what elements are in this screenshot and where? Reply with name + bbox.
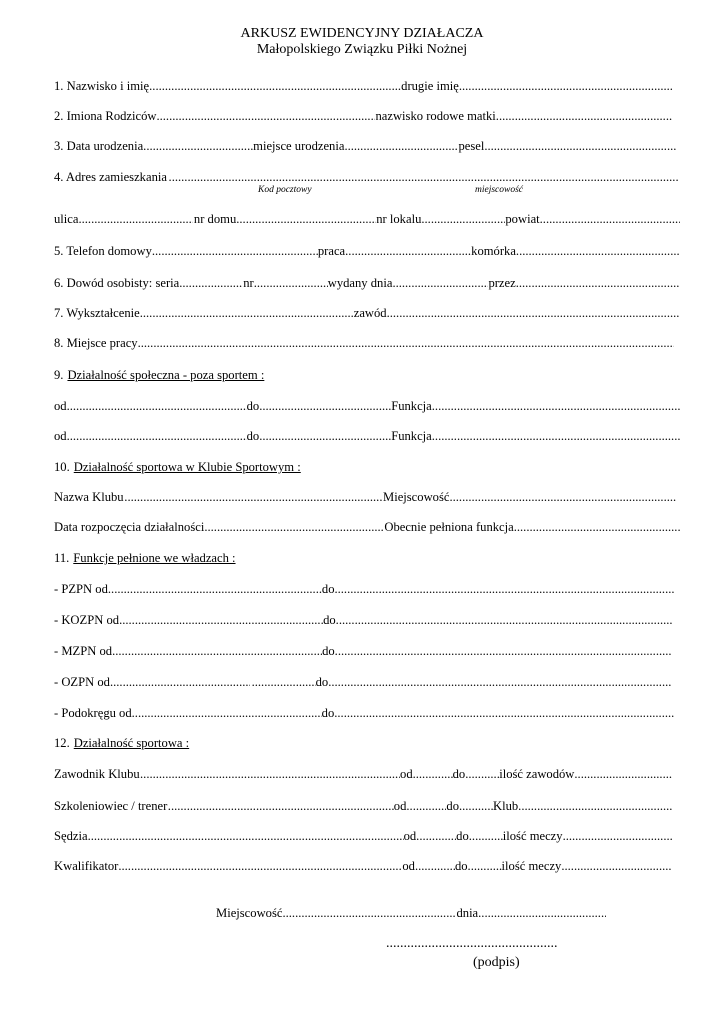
- section-number: 11.: [54, 551, 70, 565]
- field-row-club-start: [54, 519, 680, 535]
- label-to: do: [446, 799, 459, 813]
- section-number: 12.: [54, 736, 70, 750]
- label-pesel: pesel: [458, 139, 485, 153]
- label-locality: Miejscowość: [383, 490, 450, 504]
- label-house-number: nr domu: [193, 212, 237, 226]
- input-house-number[interactable]: [236, 211, 376, 227]
- label-club: Klub: [492, 799, 519, 813]
- input-profession[interactable]: [387, 305, 680, 321]
- input-issued-date[interactable]: [392, 275, 488, 291]
- input-qualifier-from[interactable]: [415, 858, 455, 874]
- label-name: 1. Nazwisko i imię: [54, 79, 150, 93]
- label-place: Miejscowość: [216, 906, 283, 920]
- label-id-series: 6. Dowód osobisty: seria: [54, 276, 180, 290]
- label-id-number: nr: [243, 276, 254, 290]
- input-parents[interactable]: [156, 108, 375, 124]
- input-work-phone[interactable]: [345, 243, 471, 259]
- input-qualifier-to[interactable]: [468, 858, 502, 874]
- input-qualifier-count[interactable]: [561, 858, 672, 874]
- label-profession: zawód: [353, 306, 387, 320]
- section-12-heading: [54, 735, 680, 751]
- field-row-education: [54, 305, 680, 321]
- label-kozpn: - KOZPN od: [54, 613, 120, 627]
- label-birth-place: miejsce urodzenia: [253, 139, 345, 153]
- field-row-name: [54, 78, 680, 94]
- section-title: Działalność sportowa :: [73, 736, 190, 750]
- input-coach-club[interactable]: [518, 798, 672, 814]
- field-row-phone: [54, 243, 680, 259]
- label-pzpn: - PZPN od: [54, 582, 108, 596]
- field-row-social-2: [54, 428, 680, 444]
- section-title: Działalność sportowa w Klubie Sportowym :: [73, 460, 301, 474]
- label-workplace: 8. Miejsce pracy: [54, 336, 138, 350]
- input-street[interactable]: [78, 211, 193, 227]
- field-row-kozpn: [54, 612, 680, 628]
- label-ozpn: - OZPN od: [54, 675, 110, 689]
- field-row-podokreg: [54, 705, 680, 721]
- input-ozpn-from[interactable]: [110, 674, 250, 690]
- input-function[interactable]: [432, 428, 680, 444]
- input-coach-to[interactable]: [459, 798, 493, 814]
- input-home-phone[interactable]: [152, 243, 318, 259]
- input-from[interactable]: [67, 428, 247, 444]
- input-function[interactable]: [432, 398, 680, 414]
- label-to: do: [246, 399, 260, 413]
- input-coach[interactable]: [168, 798, 394, 814]
- label-second-name: drugie imię: [401, 79, 459, 93]
- label-referee: Sędzia: [54, 829, 88, 843]
- input-flat-number[interactable]: [421, 211, 505, 227]
- input-county[interactable]: [540, 211, 680, 227]
- input-mother-maiden[interactable]: [496, 108, 672, 124]
- field-row-coach: [54, 798, 680, 814]
- input-referee[interactable]: [88, 828, 404, 844]
- field-row-workplace: [54, 335, 680, 351]
- label-issued-by: przez: [488, 276, 516, 290]
- field-row-parents: [54, 108, 680, 124]
- label-from: od: [54, 399, 67, 413]
- input-podokreg-from[interactable]: [132, 705, 322, 721]
- input-locality[interactable]: [449, 489, 676, 505]
- label-qualifier-count: ilość meczy: [501, 859, 562, 873]
- label-county: powiat: [505, 212, 540, 226]
- input-start-date[interactable]: [204, 519, 384, 535]
- label-to: do: [322, 644, 335, 658]
- label-from: od: [403, 829, 417, 843]
- label-work-phone: praca: [317, 244, 346, 258]
- label-to: do: [321, 582, 335, 596]
- field-row-social-1: [54, 398, 680, 414]
- label-address: 4. Adres zamieszkania: [54, 170, 167, 184]
- input-ozpn-to[interactable]: [328, 674, 672, 690]
- input-education[interactable]: [140, 305, 354, 321]
- field-row-place-date: [216, 905, 606, 921]
- field-row-id-card: [54, 275, 680, 291]
- input-birth-place[interactable]: [344, 138, 458, 154]
- input-ozpn-from-cont[interactable]: [252, 674, 316, 690]
- input-to[interactable]: [259, 428, 391, 444]
- input-place[interactable]: [282, 905, 456, 921]
- input-referee-count[interactable]: [563, 828, 672, 844]
- input-player-club[interactable]: [140, 766, 400, 782]
- input-mzpn-to[interactable]: [335, 643, 672, 659]
- field-row-birth: [54, 138, 680, 154]
- input-qualifier[interactable]: [118, 858, 402, 874]
- input-podokreg-to[interactable]: [334, 705, 674, 721]
- input-kozpn-from[interactable]: [119, 612, 323, 628]
- label-home-phone: 5. Telefon domowy: [54, 244, 152, 258]
- input-pesel[interactable]: [484, 138, 676, 154]
- label-from: od: [402, 859, 415, 873]
- hint-postal-code: Kod pocztowy: [258, 185, 312, 195]
- section-number: 9.: [54, 368, 64, 382]
- label-from: od: [54, 429, 67, 443]
- field-row-ozpn: [54, 674, 680, 690]
- label-from: od: [400, 767, 413, 781]
- input-id-series[interactable]: [179, 275, 243, 291]
- label-from: od: [393, 799, 407, 813]
- label-club-name: Nazwa Klubu: [54, 490, 124, 504]
- label-player: Zawodnik Klubu: [54, 767, 140, 781]
- section-10-heading: [54, 459, 680, 475]
- label-date: dnia: [456, 906, 479, 920]
- label-mzpn: - MZPN od: [54, 644, 113, 658]
- field-row-club: [54, 489, 680, 505]
- input-workplace[interactable]: [138, 335, 674, 351]
- input-kozpn-to[interactable]: [336, 612, 672, 628]
- field-row-pzpn: [54, 581, 680, 597]
- input-coach-from[interactable]: [406, 798, 446, 814]
- section-title: Funkcje pełnione we władzach :: [73, 551, 236, 565]
- label-parents: 2. Imiona Rodziców: [54, 109, 157, 123]
- input-mzpn-from[interactable]: [112, 643, 322, 659]
- input-player-count[interactable]: [574, 766, 672, 782]
- label-flat-number: nr lokalu: [376, 212, 422, 226]
- form-title: ARKUSZ EWIDENCYJNY DZIAŁACZA: [240, 26, 484, 41]
- label-birth-date: 3. Data urodzenia: [54, 139, 144, 153]
- input-date[interactable]: [478, 905, 606, 921]
- field-row-street: [54, 211, 680, 227]
- label-function: Funkcja: [391, 399, 432, 413]
- hint-city: miejscowość: [475, 185, 524, 195]
- input-address[interactable]: [169, 169, 678, 185]
- label-to: do: [456, 829, 469, 843]
- label-to: do: [321, 706, 335, 720]
- input-pzpn-to[interactable]: [334, 581, 674, 597]
- input-name[interactable]: [149, 78, 401, 94]
- section-9-heading: [54, 367, 680, 383]
- label-issued-date: wydany dnia: [327, 276, 393, 290]
- label-education: 7. Wykształcenie: [54, 306, 140, 320]
- label-coach: Szkoleniowiec / trener: [54, 799, 168, 813]
- input-pzpn-from[interactable]: [108, 581, 322, 597]
- label-referee-count: ilość meczy: [502, 829, 563, 843]
- label-to: do: [454, 859, 468, 873]
- label-to: do: [315, 675, 329, 689]
- label-mother-maiden: nazwisko rodowe matki: [375, 109, 496, 123]
- field-row-mzpn: [54, 643, 680, 659]
- input-player-from[interactable]: [413, 766, 453, 782]
- label-function: Funkcja: [391, 429, 432, 443]
- label-to: do: [323, 613, 336, 627]
- signature-label: (podpis): [473, 955, 520, 970]
- label-street: ulica: [54, 212, 79, 226]
- input-to[interactable]: [259, 398, 391, 414]
- input-referee-to[interactable]: [469, 828, 503, 844]
- input-player-to[interactable]: [465, 766, 499, 782]
- label-mobile: komórka: [471, 244, 516, 258]
- label-player-count: ilość zawodów: [499, 767, 575, 781]
- label-podokreg: - Podokręgu od: [54, 706, 132, 720]
- section-11-heading: [54, 550, 680, 566]
- form-subtitle: Małopolskiego Związku Piłki Nożnej: [256, 42, 468, 57]
- input-referee-from[interactable]: [416, 828, 456, 844]
- input-club-name[interactable]: [124, 489, 382, 505]
- label-to: do: [246, 429, 260, 443]
- input-current-function[interactable]: [514, 519, 680, 535]
- signature-line[interactable]: .................................................: [386, 936, 558, 951]
- input-id-number[interactable]: [254, 275, 328, 291]
- field-row-player: [54, 766, 680, 782]
- section-number: 10.: [54, 460, 70, 474]
- label-current-function: Obecnie pełniona funkcja: [384, 520, 514, 534]
- label-start-date: Data rozpoczęcia działalności: [54, 520, 205, 534]
- field-row-address: [54, 169, 680, 185]
- input-mobile[interactable]: [516, 243, 680, 259]
- input-birth-date[interactable]: [143, 138, 253, 154]
- field-row-referee: [54, 828, 680, 844]
- input-from[interactable]: [67, 398, 247, 414]
- input-issued-by[interactable]: [516, 275, 680, 291]
- label-to: do: [452, 767, 466, 781]
- input-second-name[interactable]: [459, 78, 672, 94]
- field-row-qualifier: [54, 858, 680, 874]
- section-title: Działalność społeczna - poza sportem :: [67, 368, 265, 382]
- label-qualifier: Kwalifikator: [54, 859, 119, 873]
